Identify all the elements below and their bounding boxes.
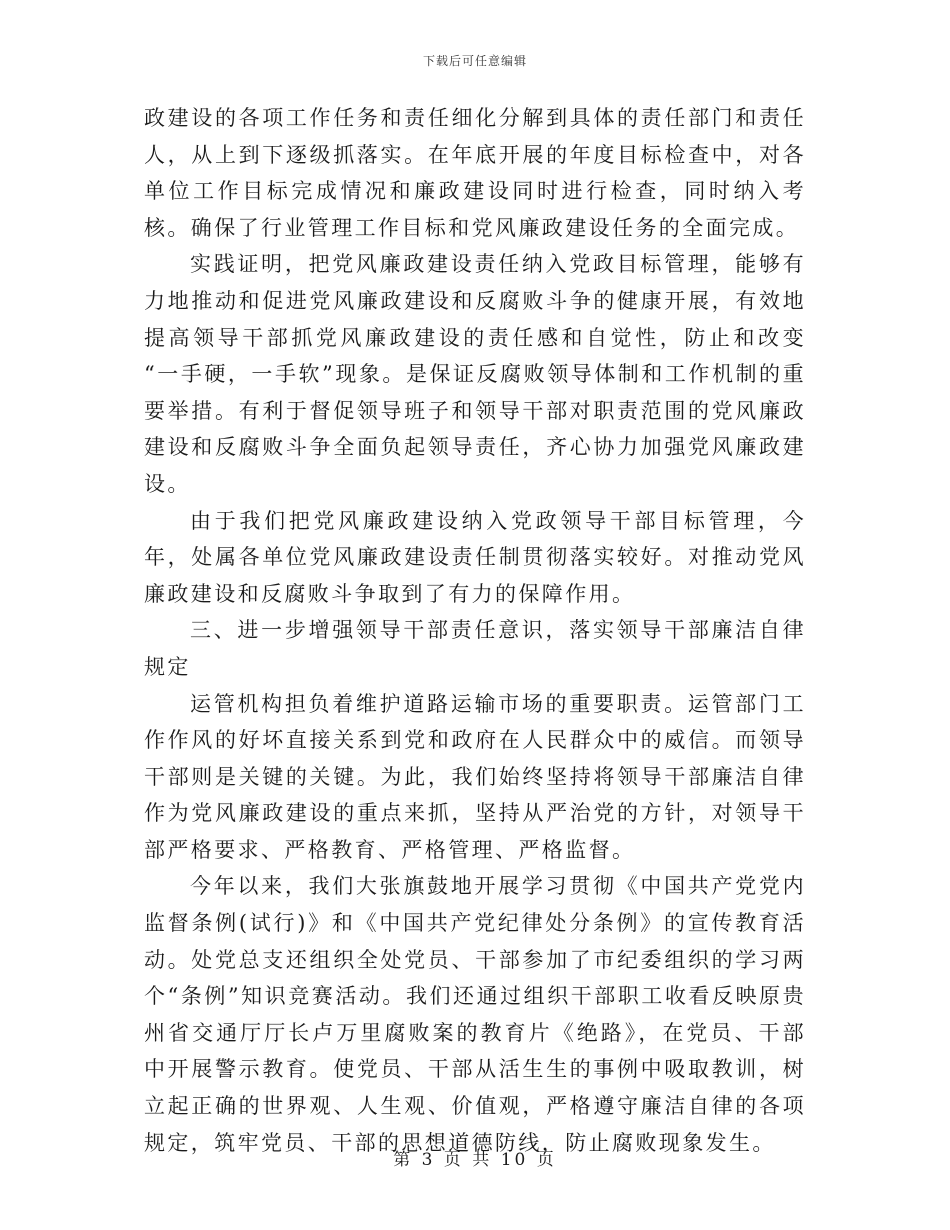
header-note: 下载后可任意编辑 xyxy=(422,54,527,68)
paragraph-implementation: 由于我们把党风廉政建设纳入党政领导干部目标管理，今年，处属各单位党风廉政建设责任制贯彻落实较好。对推动党风廉政建设和反腐败斗争取到了有力的保障作用。 xyxy=(144,508,806,606)
body-text xyxy=(144,100,806,1161)
paragraph-continuation: 政建设的各项工作任务和责任细化分解到具体的责任部门和责任人，从上到下逐级抓落实。在年底开展的年度目标检查中，对各单位工作目标完成情况和廉政建设同时进行检查，同时纳入考核。确保了行业管理工作目标和党风廉政建设任务的全面完成。 xyxy=(144,106,806,240)
paragraph-transport-management: 运管机构担负着维护道路运输市场的重要职责。运管部门工作作风的好坏直接关系到党和政府在人民群众中的威信。而领导干部则是关键的关键。为此，我们始终坚持将领导干部廉洁自律作为党风廉政建设的重点来抓，坚持从严治党的方针，对领导干部严格要求、严格教育、严格管理、严格监督。 xyxy=(144,691,806,862)
section-heading-three: 三、进一步增强领导干部责任意识，落实领导干部廉洁自律规定 xyxy=(144,618,806,679)
paragraph-education-activities: 今年以来，我们大张旗鼓地开展学习贯彻《中国共产党党内监督条例(试行)》和《中国共产党纪律处分条例》的宣传教育活动。处党总支还组织全处党员、干部参加了市纪委组织的学习两个“条例”知识竞赛活动。我们还通过组织干部职工收看反映原贵州省交通厅厅长卢万里腐败案的教育片《绝路》，在党员、干部中开展警示教育。使党员、干部从活生生的事例中吸取教训，树立起正确的世界观、人生观、价值观，严格遵守廉洁自律的各项规定，筑牢党员、干部的思想道德防线，防止腐败现象发生。 xyxy=(144,874,806,1155)
paragraph-practice-proof: 实践证明，把党风廉政建设责任纳入党政目标管理，能够有力地推动和促进党风廉政建设和反腐败斗争的健康开展，有效地提高领导干部抓党风廉政建设的责任感和自觉性，防止和改变 “一手硬，一手软”现象。是保证反腐败领导体制和工作机制的重要举措。有利于督促领导班子和领导干部对职责范围的党风廉政建设和反腐败斗争全面负起领导责任，齐心协力加强党风廉政建设。 xyxy=(144,252,806,496)
page-number-footer: 第 3 页 共 10 页 xyxy=(393,1150,557,1170)
